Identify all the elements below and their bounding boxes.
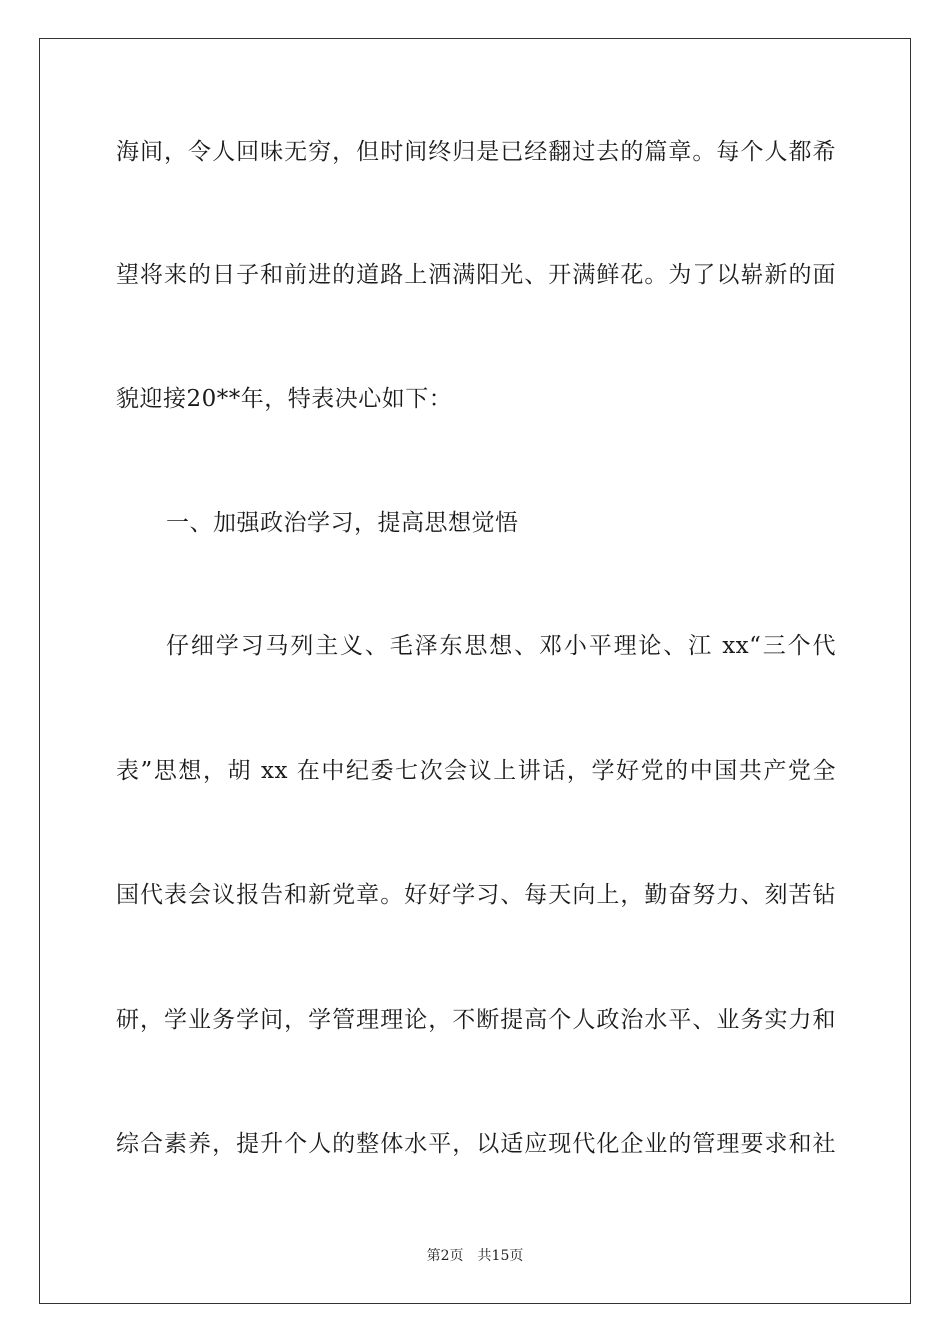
page-border (39, 38, 911, 1304)
body-text-line-2: 望将来的日子和前进的道路上洒满阳光、开满鲜花。为了以崭新的面 (116, 262, 836, 288)
page-total: 共15页 (477, 1248, 524, 1264)
body-text-line-3: 貌迎接20**年，特表决心如下： (116, 386, 453, 412)
body-text-line-9: 综合素养，提升个人的整体水平，以适应现代化企业的管理要求和社 (116, 1131, 836, 1157)
body-text-line-5: 仔细学习马列主义、毛泽东思想、邓小平理论、江 xx“三个代 (166, 633, 836, 659)
body-text-line-6: 表”思想，胡 xx 在中纪委七次会议上讲话，学好党的中国共产党全 (116, 758, 836, 784)
body-text-line-8: 研，学业务学问，学管理理论，不断提高个人政治水平、业务实力和 (116, 1007, 836, 1033)
page-footer (0, 1247, 950, 1265)
section-heading: 一、加强政治学习，提高思想觉悟 (166, 510, 519, 536)
body-text-line-1: 海间，令人回味无穷，但时间终归是已经翻过去的篇章。每个人都希 (116, 139, 836, 165)
page-number: 第2页 (426, 1248, 464, 1264)
body-text-line-7: 国代表会议报告和新党章。好好学习、每天向上，勤奋努力、刻苦钻 (116, 882, 836, 908)
